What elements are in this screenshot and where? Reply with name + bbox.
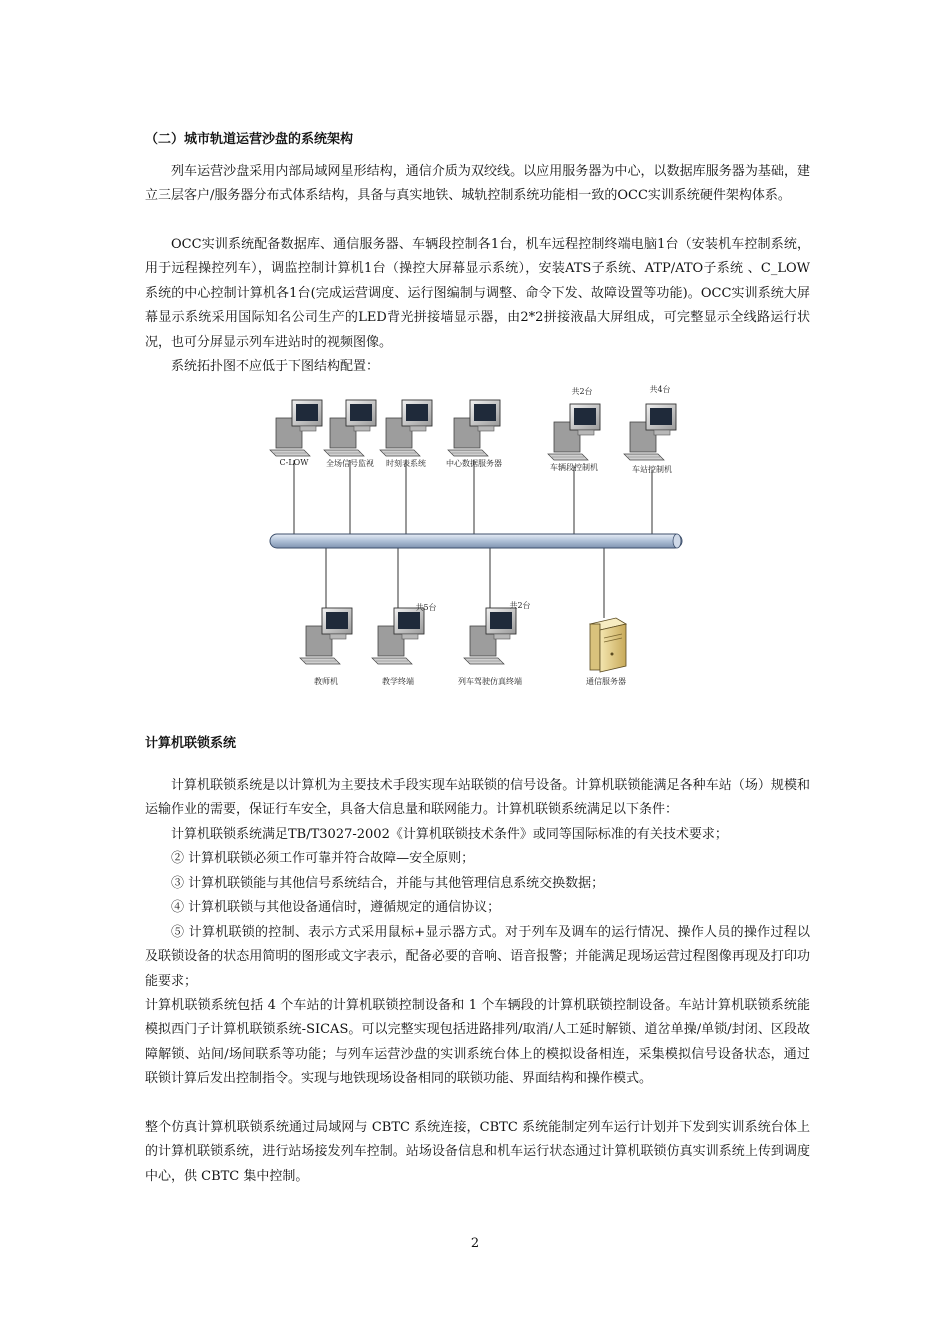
teacher-computer-icon [300,608,352,664]
label-timetable-system: 时刻表系统 [386,459,426,468]
list-item-standard: 计算机联锁系统满足TB/T3027-2002《计算机联锁技术条件》或同等国际标准的有关技术要求； [171,827,728,842]
driving-sim-computer-icon [464,608,516,664]
paragraph-network-structure: 列车运营沙盘采用内部局域网星形结构，通信介质为双绞线。以应用服务器为中心，以数据库服务器为基础，建立三层客户/服务器分布式体系结构，具备与真实地铁、城轨控制系统功能相一致的OCC实训系统硬件架构体系。 [145,164,810,204]
signal-monitor-computer-icon [324,400,376,456]
label-station-control: 车站控制机 [632,465,672,474]
label-driving-sim: 列车驾驶仿真终端 [458,677,522,686]
timetable-computer-icon [380,400,432,456]
system-topology-diagram [240,378,710,696]
label-driving-count: 共2台 [509,601,531,610]
label-depot-count: 共2台 [571,387,593,396]
data-server-computer-icon [448,400,500,456]
section2-title: 计算机联锁系统 [145,736,237,751]
topology-graphics [240,378,710,696]
paragraph-cbtc-connection: 整个仿真计算机联锁系统通过局域网与 CBTC 系统连接，CBTC 系统能制定列车运行计划并下发到实训系统台体上的计算机联锁系统，进行站场接发列车控制。站场设备信息和机车运行状态通过计算机联锁仿真实训系统上传到调度中心，供 CBTC 集中控制。 [145,1120,810,1184]
list-item-control-display: ⑤ 计算机联锁的控制、表示方式采用鼠标+显示器方式。对于列车及调车的运行情况、操作人员的操作过程以及联锁设备的状态用简明的图形或文字表示，配备必要的音响、语音报警；并能满足现场运营过程图像再现及打印功能要求； [145,925,810,989]
depot-control-computer-icon [548,404,600,460]
label-depot-control: 车辆段控制机 [550,463,598,472]
label-teaching-terminal: 教学终端 [382,677,414,686]
label-teacher: 教师机 [314,677,338,686]
label-data-server: 中心数据服务器 [446,459,502,468]
section-title: （二）城市轨道运营沙盘的系统架构 [145,132,354,147]
paragraph-interlocking-intro: 计算机联锁系统是以计算机为主要技术手段实现车站联锁的信号设备。计算机联锁能满足各种车站（场）规模和运输作业的需要，保证行车安全，具备大信息量和联网能力。计算机联锁系统满足以下条件： [145,778,810,818]
station-control-computer-icon [624,404,676,460]
label-signal-monitor: 全场信号监视 [326,459,374,468]
label-clow: C-LOW [279,458,309,467]
network-bus [270,534,682,548]
list-item-integration: ③ 计算机联锁能与其他信号系统结合，并能与其他管理信息系统交换数据； [171,876,605,891]
paragraph-interlocking-equipment: 计算机联锁系统包括 4 个车站的计算机联锁控制设备和 1 个车辆段的计算机联锁控制设备。车站计算机联锁系统能模拟西门子计算机联锁系统-SICAS。可以完整实现包括进路排列/取消/人工延时解锁、道岔单操/单锁/封闭、区段故障解锁、站间/场间联系等功能；与列车运营沙盘的实训系统台体上的模拟设备相连，采集模拟信号设备状态，通过联锁计算后发出控制指令。实现与地铁现场设备相同的联锁功能、界面结构和操作模式。 [145,998,810,1087]
clow-computer-icon [270,400,322,456]
label-comm-server: 通信服务器 [586,677,626,686]
server-tower-icon [590,618,626,672]
label-teaching-count: 共5台 [415,603,437,612]
list-item-protocol: ④ 计算机联锁与其他设备通信时，遵循规定的通信协议； [171,900,501,915]
page-number: 2 [470,1236,480,1251]
list-item-fail-safe: ② 计算机联锁必须工作可靠并符合故障—安全原则； [171,851,475,866]
paragraph-occ-configuration: OCC实训系统配备数据库、通信服务器、车辆段控制各1台，机车远程控制终端电脑1台（安装机车控制系统，用于远程操控列车），调监控制计算机1台（操控大屏幕显示系统），安装ATS子系统、ATP/ATO子系统 、C_LOW系统的中心控制计算机各1台(完成运营调度、运行图编制与调整、命令下发、故障设置等功能)。OCC实训系统大屏幕显示系统采用国际知名公司生产的LED背光拼接墙显示器，由2*2拼接液晶大屏组成，可完整显示全线路运行状况，也可分屏显示列车进站时的视频图像。 [145,237,810,350]
teaching-terminal-computer-icon [372,608,424,664]
paragraph-topology-intro: 系统拓扑图不应低于下图结构配置： [171,359,380,374]
label-station-count: 共4台 [649,385,671,394]
